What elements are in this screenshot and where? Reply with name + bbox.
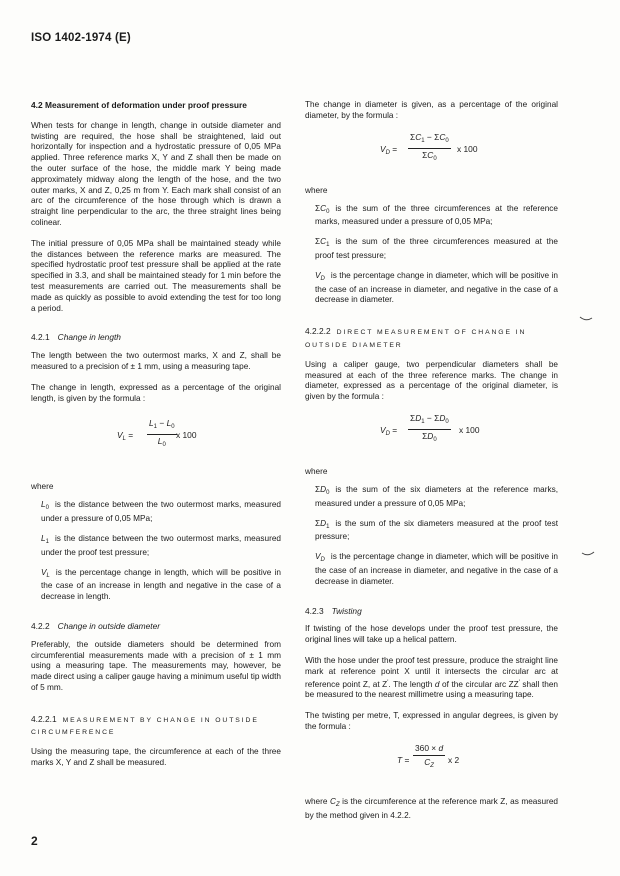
definition-VL: $V_L$ is the percentage change in length, which will be positive in the case of an increase in length and negative in the case of a decrease in length. <box>41 567 281 602</box>
formula-fraction: $\frac{\Sigma C_1 - \Sigma C_0}{\Sigma C_0}$ <box>410 131 449 162</box>
section-4-2-1-heading: 4.2.1 Change in length <box>31 332 121 343</box>
section-4-2-2-2-paragraph-1: Using a caliper gauge, two perpendicular diameters shall be measured at each of the three reference marks. The change in diameter, expressed as a percentage of the original diameter, is given by the formula : <box>305 359 558 402</box>
length-change-formula <box>31 414 281 468</box>
margin-tick-mark <box>581 551 595 557</box>
left-column <box>31 100 281 779</box>
definition-L0: $L_0$ is the distance between the two outermost marks, measured under a pressure of 0,05 MPa; <box>41 500 281 524</box>
formula-fraction: $\frac{L_1 - L_0}{L_0}$ <box>149 418 175 449</box>
definition-sum-D1: $\Sigma D_1$ is the sum of the six diameters measured at the proof test pressure; <box>315 518 558 542</box>
document-header: ISO 1402-1974 (E) <box>31 32 131 44</box>
margin-tick-mark <box>579 316 593 322</box>
section-4-2-paragraph-1: When tests for change in length, change in outside diameter and twisting are required, the hose shall be straightened, laid out horizontally for inspection and a hydrostatic pressure of 0,05 MPa applied. Three reference marks X, Y and Z shall then be made on the outer surface of the hose, the middle mark Y being made approximately midway along the length of the hose, and the two outer marks, X and Z, 0,25 m from Y. Each mark shall consist of an arc of the circumference of the hose through which is drawn a straight line perpendicular to the arc, the three straight lines being colinear. <box>31 120 281 227</box>
where-label-4-2-1: where <box>31 482 54 492</box>
section-4-2-2-1-heading: 4.2.2.1 MEASUREMENT BY CHANGE IN OUTSIDE CIRCUMFERENCE <box>31 713 259 737</box>
section-4-2-3-paragraph-2: With the hose under the proof test pressure, produce the straight line mark at reference point X until it intersects the circular arc at reference point Z, at Z'. The length d of the circular arc ZZ' shall then be measured to the nearest millimetre using a measuring tape. <box>305 655 559 700</box>
section-4-2-heading: 4.2 Measurement of deformation under proof pressure <box>31 100 247 110</box>
section-4-2-2-paragraph-1: Preferably, the outside diameters should be determined from circumferential measurements made with a precision of ± 1 mm using a measuring tape. The measurements may, however, be made direct using a caliper gauge having a minimum useful tip width of 5 mm. <box>31 639 281 692</box>
formula-rhs: x 100 <box>457 143 478 154</box>
section-4-2-1-paragraph-1: The length between the two outermost marks, X and Z, shall be measured to a precision of ± 1 mm, using a measuring tape. <box>31 351 281 371</box>
where-label-4-2-2-1: where <box>305 185 328 195</box>
formula-lhs: $V_D$ = <box>380 424 398 437</box>
section-4-2-paragraph-2: The initial pressure of 0,05 MPa shall be maintained steady while the distances between the reference marks are measured. The specified hydrostatic proof test pressure shall be applied at the rate specified in 3.3, and shall be maintained steady for 1 min before the test measurements are carried out. The measurements shall be made as quickly as possible to avoid extending the test for too long a period. <box>31 238 281 313</box>
formula-lhs: T = <box>397 754 410 765</box>
section-4-2-2-heading: 4.2.2 Change in outside diameter <box>31 620 161 631</box>
formula-lhs: $V_D$ = <box>380 143 398 156</box>
section-4-2-3-paragraph-1: If twisting of the hose develops under the proof test pressure, the original lines will take up a helical pattern. <box>305 624 558 645</box>
section-4-2-3-paragraph-3: The twisting per metre, T, expressed in angular degrees, is given by the formula : <box>305 711 558 731</box>
definition-sum-C0: $\Sigma C_0$ is the sum of the three circumferences at the reference marks, measured under a pressure of 0,05 MPa; <box>315 203 558 227</box>
formula-rhs: x 100 <box>176 430 197 441</box>
twisting-formula <box>305 743 558 783</box>
section-4-2-3-heading: 4.2.3 Twisting <box>305 605 362 616</box>
formula-fraction: $\frac{360 \times d}{C_Z}$ <box>415 742 444 769</box>
section-4-2-1-paragraph-2: The change in length, expressed as a percentage of the original length, is given by the formula : <box>31 382 281 403</box>
formula-lhs: $V_L$ = <box>117 430 134 443</box>
formula-rhs: x 100 <box>459 424 480 435</box>
circumference-formula <box>305 132 558 172</box>
where-label-4-2-2-2: where <box>305 466 328 476</box>
definition-sum-C1: $\Sigma C_1$ is the sum of the three circumferences measured at the proof test pressure; <box>315 237 558 260</box>
diameter-formula <box>305 413 558 453</box>
section-4-2-2-1-paragraph-1: Using the measuring tape, the circumference at each of the three marks X, Y and Z shall be measured. <box>31 747 281 768</box>
definition-VD-direct: $V_D$ is the percentage change in diameter, which will be positive in the case of an increase in diameter, and negative in the case of a decrease in diameter. <box>315 552 558 586</box>
page-number: 2 <box>31 834 38 848</box>
right-column <box>305 100 558 831</box>
section-4-2-2-1-paragraph-2: The change in diameter is given, as a percentage of the original diameter, by the formula : <box>305 100 558 120</box>
definition-L1: $L_1$ is the distance between the two outermost marks, measured under the proof test pressure; <box>41 533 281 557</box>
definition-VD: $V_D$ is the percentage change in diameter, which will be positive in the case of an increase in diameter, and negative in the case of a decrease in diameter. <box>315 270 558 305</box>
section-4-2-2-2-heading: 4.2.2.2 DIRECT MEASUREMENT OF CHANGE IN OUTSIDE DIAMETER <box>305 326 527 349</box>
section-4-2-3-paragraph-4: where $C_Z$ is the circumference at the reference mark Z, as measured by the method given in 4.2.2. <box>305 796 559 820</box>
definition-sum-D0: $\Sigma D_0$ is the sum of the six diameters at the reference marks, measured under a pressure of 0,05 MPa; <box>315 484 558 508</box>
formula-rhs: x 2 <box>448 754 460 765</box>
formula-fraction: $\frac{\Sigma D_1 - \Sigma D_0}{\Sigma D_0}$ <box>410 412 449 443</box>
